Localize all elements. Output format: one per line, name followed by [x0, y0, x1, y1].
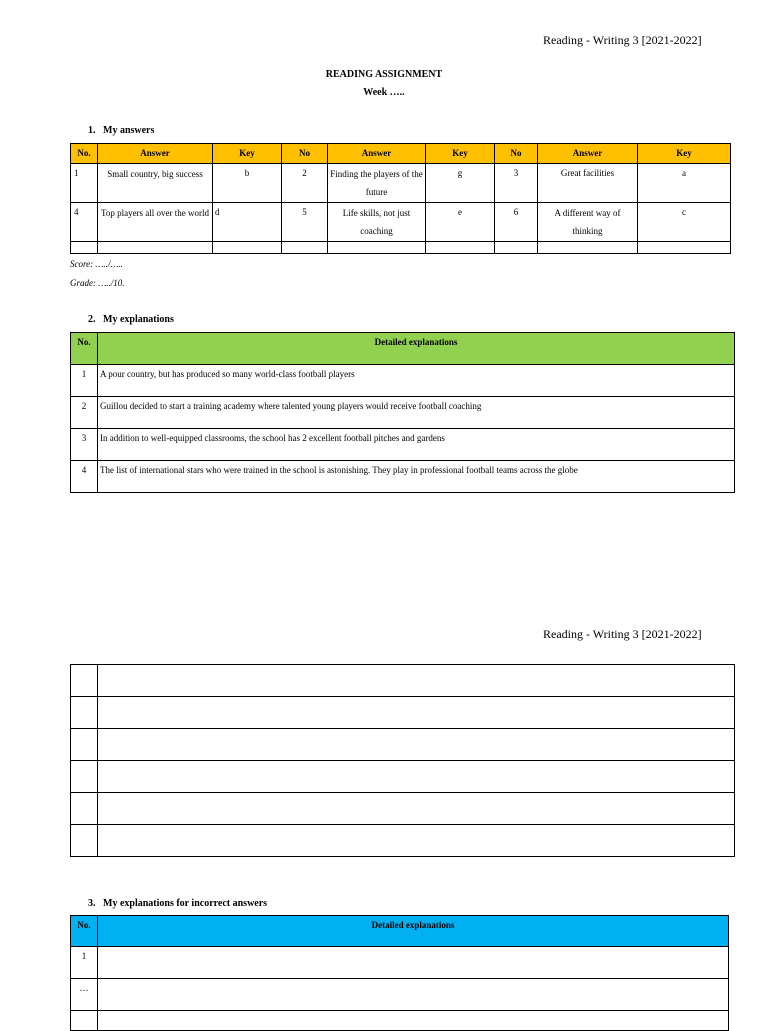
answer-text: Life skills, not just coaching: [328, 203, 426, 242]
page-header: Reading - Writing 3 [2021-2022]: [543, 627, 702, 641]
incorrect-text: [98, 1011, 729, 1031]
answer-no: 3: [495, 164, 538, 203]
col-header: No.: [71, 144, 98, 164]
section-1-heading: [88, 125, 154, 136]
col-header: Key: [213, 144, 282, 164]
table-row: [71, 365, 735, 397]
table-row: [71, 203, 731, 242]
explanation-no: 1: [71, 365, 98, 397]
table-row: [71, 979, 729, 1011]
answer-key: d: [213, 203, 282, 242]
col-header: Key: [426, 144, 495, 164]
row-text: [98, 697, 735, 729]
incorrect-answers-table: [70, 915, 729, 1031]
table-row: [71, 429, 735, 461]
table-row: [71, 793, 735, 825]
incorrect-header-row: [71, 916, 729, 947]
score-line: Score: …../…..: [70, 259, 123, 269]
col-header: Detailed explanations: [98, 916, 729, 947]
answer-key: c: [638, 203, 731, 242]
col-header: Key: [638, 144, 731, 164]
explanation-no: 4: [71, 461, 98, 493]
col-header: No: [282, 144, 328, 164]
col-header: Detailed explanations: [98, 333, 735, 365]
row-no: [71, 793, 98, 825]
answer-text: [538, 242, 638, 254]
row-no: [71, 697, 98, 729]
table-row: [71, 825, 735, 857]
explanation-text: A pour country, but has produced so many world-class football players: [98, 365, 735, 397]
answer-text: A different way of thinking: [538, 203, 638, 242]
row-no: [71, 665, 98, 697]
table-row: [71, 697, 735, 729]
answer-key: e: [426, 203, 495, 242]
answer-no: 2: [282, 164, 328, 203]
explanation-text: The list of international stars who were trained in the school is astonishing. They play in professional football teams across the globe: [98, 461, 735, 493]
table-row: [71, 665, 735, 697]
row-no: [71, 761, 98, 793]
table-row: [71, 461, 735, 493]
explanations-header-row: [71, 333, 735, 365]
row-no: [71, 825, 98, 857]
page-header: Reading - Writing 3 [2021-2022]: [543, 33, 702, 47]
row-text: [98, 761, 735, 793]
answers-header-row: [71, 144, 731, 164]
answer-key: [638, 242, 731, 254]
answer-no: [71, 242, 98, 254]
answer-text: [328, 242, 426, 254]
table-row: [71, 1011, 729, 1031]
answer-no: 6: [495, 203, 538, 242]
answer-no: 4: [71, 203, 98, 242]
row-text: [98, 665, 735, 697]
col-header: Answer: [328, 144, 426, 164]
answer-text: Great facilities: [538, 164, 638, 203]
answer-key: [213, 242, 282, 254]
table-row: [71, 729, 735, 761]
answer-text: [98, 242, 213, 254]
explanation-text: In addition to well-equipped classrooms, the school has 2 excellent football pitches and gardens: [98, 429, 735, 461]
continuation-table: [70, 664, 735, 857]
grade-line: Grade: …../10.: [70, 278, 125, 288]
answer-text: Small country, big success: [98, 164, 213, 203]
section-title: My explanations for incorrect answers: [103, 898, 268, 909]
incorrect-no: 1: [71, 947, 98, 979]
incorrect-text: [98, 947, 729, 979]
answer-key: a: [638, 164, 731, 203]
section-title: My explanations: [103, 314, 174, 325]
section-title: My answers: [103, 125, 155, 136]
incorrect-text: [98, 979, 729, 1011]
table-row: [71, 761, 735, 793]
section-2-heading: [88, 314, 174, 325]
row-text: [98, 825, 735, 857]
answer-no: [282, 242, 328, 254]
table-row: [71, 397, 735, 429]
section-number: 2.: [88, 314, 96, 325]
col-header: No.: [71, 333, 98, 365]
explanation-no: 2: [71, 397, 98, 429]
explanation-no: 3: [71, 429, 98, 461]
incorrect-no: …: [71, 979, 98, 1011]
col-header: Answer: [98, 144, 213, 164]
row-no: [71, 729, 98, 761]
answer-key: b: [213, 164, 282, 203]
answer-no: [495, 242, 538, 254]
col-header: Answer: [538, 144, 638, 164]
col-header: No: [495, 144, 538, 164]
answer-key: [426, 242, 495, 254]
answer-no: 5: [282, 203, 328, 242]
section-3-heading: [88, 898, 267, 909]
col-header: No.: [71, 916, 98, 947]
row-text: [98, 793, 735, 825]
incorrect-no: [71, 1011, 98, 1031]
document-title: READING ASSIGNMENT: [325, 69, 443, 80]
week-label: Week …..: [363, 87, 405, 98]
explanations-table: [70, 332, 735, 493]
table-row: [71, 164, 731, 203]
answer-text: Top players all over the world: [98, 203, 213, 242]
table-row: [71, 242, 731, 254]
answers-table: [70, 143, 731, 254]
section-number: 3.: [88, 898, 96, 909]
section-number: 1.: [88, 125, 96, 136]
answer-no: 1: [71, 164, 98, 203]
table-row: [71, 947, 729, 979]
explanation-text: Guillou decided to start a training academy where talented young players would receive football coaching: [98, 397, 735, 429]
answer-key: g: [426, 164, 495, 203]
row-text: [98, 729, 735, 761]
answer-text: Finding the players of the future: [328, 164, 426, 203]
